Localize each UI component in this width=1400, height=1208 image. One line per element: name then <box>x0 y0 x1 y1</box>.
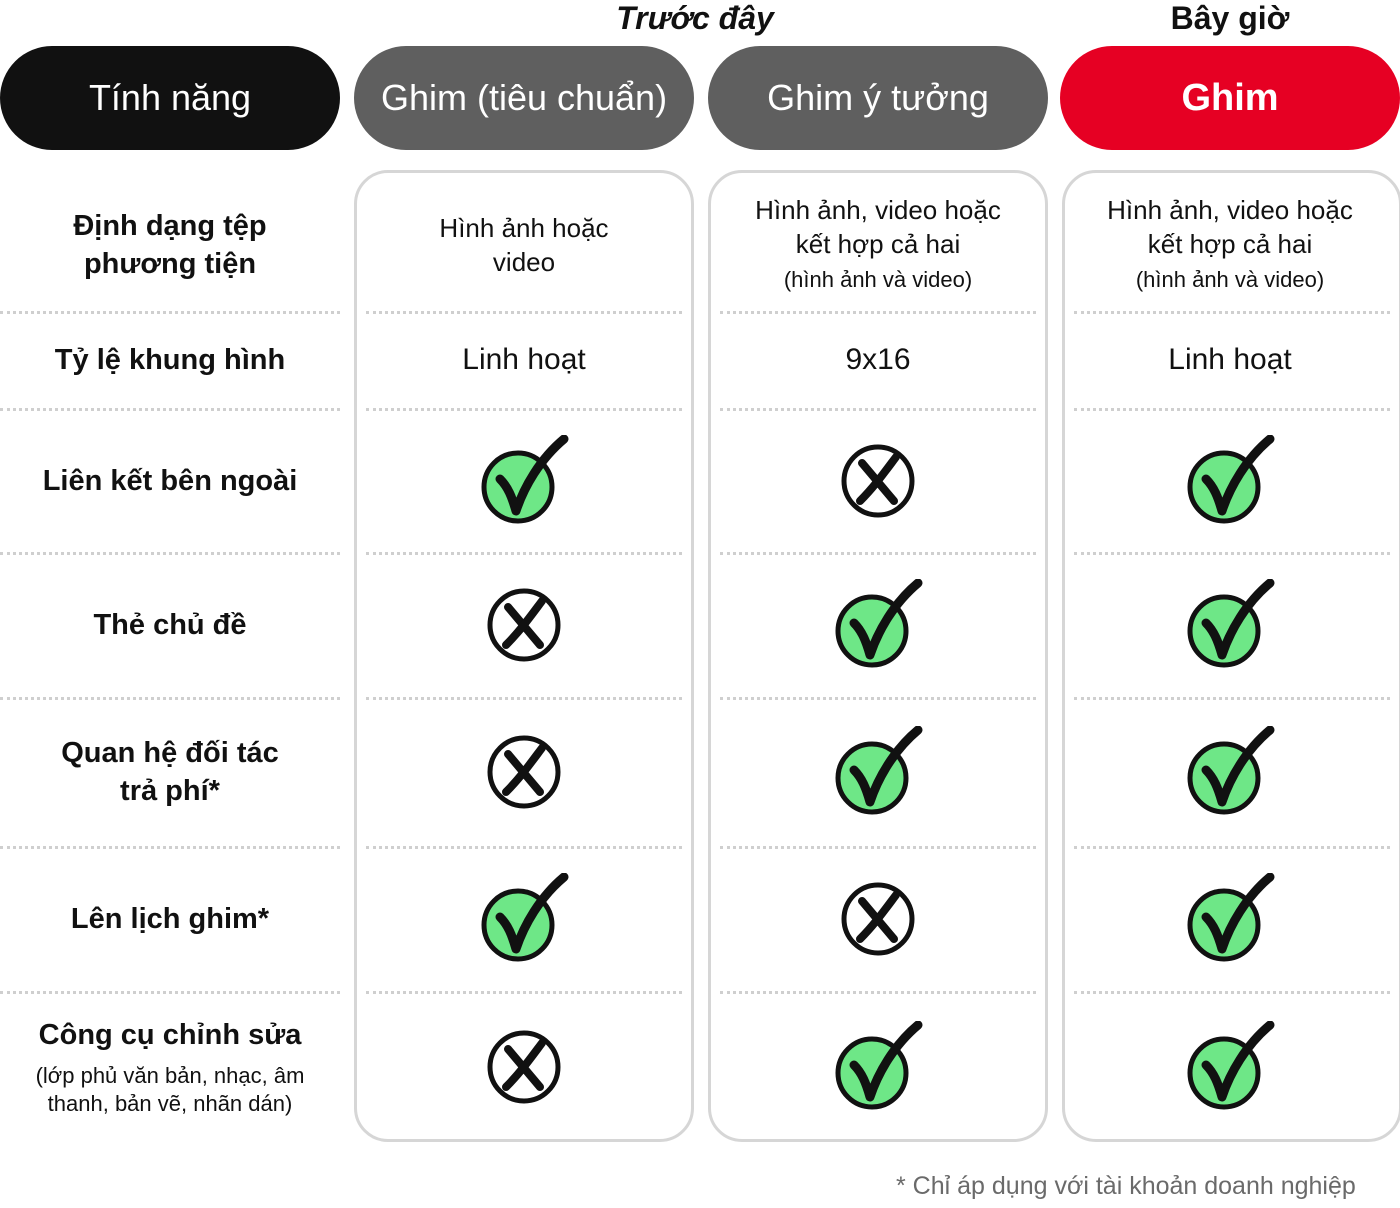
idea-aspect-ratio: 9x16 <box>845 343 911 376</box>
pin-external-link-check-icon <box>1060 409 1400 552</box>
feature-scheduling: Lên lịch ghim* <box>70 903 270 935</box>
pin-media-format: Hình ảnh, video hoặc kết hợp cả hai (hình ảnh và video) <box>1107 195 1353 292</box>
standard-external-link-check-icon <box>354 409 694 552</box>
standard-media-format: Hình ảnh hoặc video <box>439 213 609 277</box>
feature-aspect-ratio: Tỷ lệ khung hình <box>54 344 286 376</box>
idea-external-link-cross-icon <box>708 409 1048 552</box>
standard-editing-tools-cross-icon <box>354 992 694 1142</box>
header-idea-pin: Ghim ý tưởng <box>708 46 1048 150</box>
standard-topic-tags-cross-icon <box>354 553 694 697</box>
standard-scheduling-check-icon <box>354 847 694 991</box>
idea-topic-tags-check-icon <box>708 553 1048 697</box>
standard-aspect-ratio: Linh hoạt <box>462 343 586 376</box>
caption-now: Bây giờ <box>1170 0 1290 36</box>
header-pin: Ghim <box>1060 46 1400 150</box>
feature-topic-tags: Thẻ chủ đề <box>93 609 247 641</box>
pin-aspect-ratio: Linh hoạt <box>1168 343 1292 376</box>
pin-topic-tags-check-icon <box>1060 553 1400 697</box>
header-standard-pin: Ghim (tiêu chuẩn) <box>354 46 694 150</box>
footnote: * Chỉ áp dụng với tài khoản doanh nghiệp <box>896 1172 1356 1200</box>
idea-scheduling-cross-icon <box>708 847 1048 991</box>
idea-paid-partnership-check-icon <box>708 698 1048 846</box>
feature-paid-partnership: Quan hệ đối tác trả phí* <box>61 737 279 807</box>
pin-scheduling-check-icon <box>1060 847 1400 991</box>
header-feature: Tính năng <box>0 46 340 150</box>
feature-external-link: Liên kết bên ngoài <box>42 464 298 497</box>
idea-media-format: Hình ảnh, video hoặc kết hợp cả hai (hình ảnh và video) <box>755 195 1001 292</box>
pin-paid-partnership-check-icon <box>1060 698 1400 846</box>
feature-media-format: Định dạng tệp phương tiện <box>73 210 267 280</box>
caption-before: Trước đây <box>616 0 774 36</box>
idea-editing-tools-check-icon <box>708 992 1048 1142</box>
feature-editing-tools: Công cụ chỉnh sửa (lớp phủ văn bản, nhạc, âm thanh, bản vẽ, nhãn dán) <box>35 1019 305 1116</box>
pin-editing-tools-check-icon <box>1060 992 1400 1142</box>
standard-paid-partnership-cross-icon <box>354 698 694 846</box>
